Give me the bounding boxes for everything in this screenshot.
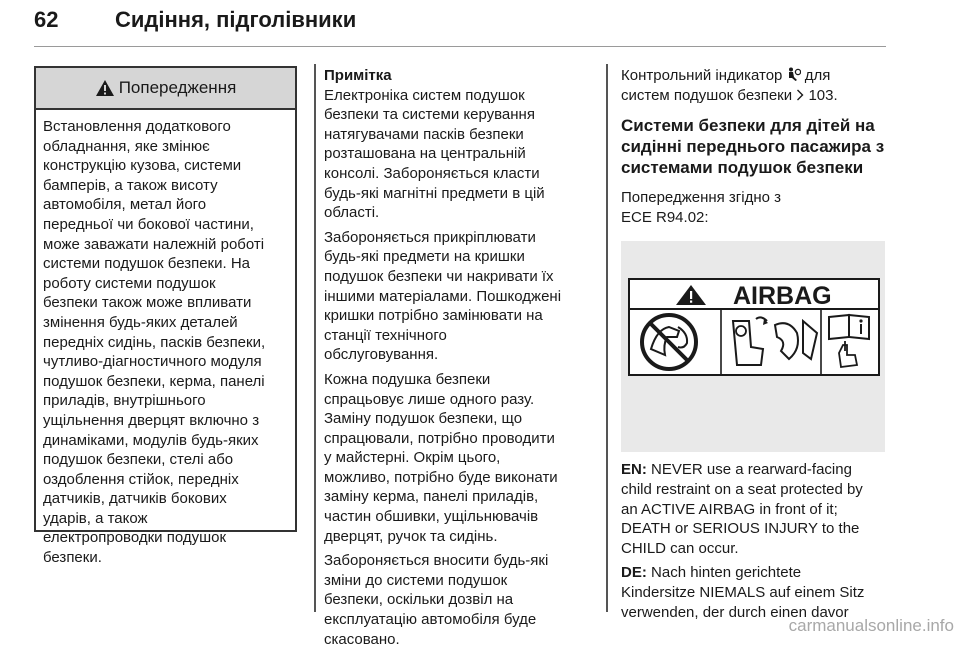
text-line: Електроніка систем подушок bbox=[324, 86, 525, 104]
text-line: Nach hinten gerichtete bbox=[651, 564, 802, 582]
language-code: DE: bbox=[621, 564, 647, 582]
warning-line: чутливо-діагностичного модуля bbox=[43, 353, 262, 371]
text-line: Забороняється вносити будь-які bbox=[324, 552, 549, 570]
text-line: verwenden, der durch einen davor bbox=[621, 603, 849, 621]
indicator-paragraph bbox=[621, 66, 891, 105]
text-line: будь-які предмети на кришки bbox=[324, 248, 525, 266]
text-line: заміну керма, панелі приладів, bbox=[324, 488, 539, 506]
text-line: CHILD can occur. bbox=[621, 539, 739, 557]
warning-line: може заважати належній роботі bbox=[43, 235, 265, 253]
ece-paragraph bbox=[621, 188, 891, 227]
page-reference[interactable]: 103. bbox=[808, 86, 838, 104]
text-line: у майстерні. Окрім цього, bbox=[324, 449, 501, 467]
warning-header bbox=[36, 68, 295, 110]
page-number: 62 bbox=[34, 7, 59, 32]
warning-line: системи подушок безпеки. На bbox=[43, 255, 251, 273]
warning-line: обладнання, яке змінює bbox=[43, 137, 210, 155]
airbag-label-text: AIRBAG bbox=[733, 282, 832, 311]
text-line: спрацьовує лише одного разу. bbox=[324, 390, 535, 408]
warning-line: безпеки. bbox=[43, 549, 102, 567]
warning-line: ударів, а також bbox=[43, 509, 148, 527]
warning-line: змінення будь-яких деталей bbox=[43, 313, 238, 331]
heading-line: системами подушок безпеки bbox=[621, 158, 864, 178]
warning-line: подушок безпеки, стелі або bbox=[43, 451, 234, 469]
warning-line: бамперів, а також висоту bbox=[43, 176, 218, 194]
text-line: Kindersitze NIEMALS auf einem Sitz bbox=[621, 583, 865, 601]
header-rule bbox=[34, 46, 886, 47]
text-line: подушок безпеки чи накривати їх bbox=[324, 267, 554, 285]
warning-line: ущільнення дверцят включно з bbox=[43, 411, 260, 429]
text-line: для bbox=[804, 67, 831, 84]
text-line: станції технічного bbox=[324, 326, 447, 344]
text-line: скасовано. bbox=[324, 630, 400, 648]
warning-title: Попередження bbox=[118, 78, 237, 97]
text-line: дверцят, ручок та сидінь. bbox=[324, 527, 498, 545]
text-line: NEVER use a rearward-facing bbox=[651, 461, 852, 479]
paragraph bbox=[324, 228, 596, 365]
text-line: an ACTIVE AIRBAG in front of it; bbox=[621, 500, 838, 518]
heading-line: сидінні переднього пасажира з bbox=[621, 137, 885, 157]
column-notes bbox=[324, 66, 596, 654]
column-divider bbox=[606, 64, 608, 612]
text-line: натягувачами пасків безпеки bbox=[324, 125, 524, 143]
warning-line: електропроводки подушок bbox=[43, 529, 227, 547]
warning-line: оздоблення стійок, передніх bbox=[43, 470, 239, 488]
text-line: систем подушок безпеки bbox=[621, 86, 793, 104]
airbag-warning-label bbox=[621, 241, 885, 452]
warning-line: автомобіля, метал його bbox=[43, 196, 207, 214]
text-line: консолі. Забороняється класти bbox=[324, 164, 540, 182]
page-title: Сидіння, підголівники bbox=[115, 7, 357, 32]
text-line: Контрольний індикатор bbox=[621, 67, 783, 84]
text-line: DEATH or SERIOUS INJURY to the bbox=[621, 520, 860, 538]
text-line: ECE R94.02: bbox=[621, 208, 709, 226]
warning-line: динаміками, модулів будь-яких bbox=[43, 431, 259, 449]
warning-line: роботу системи подушок bbox=[43, 274, 216, 292]
note-heading: Примітка bbox=[324, 67, 392, 84]
paragraph bbox=[324, 86, 596, 223]
warning-line: подушок безпеки, керма, панелі bbox=[43, 372, 265, 390]
translation-de bbox=[621, 563, 891, 622]
warning-line: безпеки також може впливати bbox=[43, 294, 252, 312]
text-line: розташована на центральній bbox=[324, 145, 526, 163]
warning-line: передньої чи бокової частини, bbox=[43, 215, 254, 233]
warning-box bbox=[34, 66, 297, 567]
text-line: кришки потрібно замінювати на bbox=[324, 307, 543, 325]
warning-line: Встановлення додаткового bbox=[43, 118, 231, 135]
warning-triangle-icon bbox=[95, 79, 115, 97]
paragraph bbox=[324, 551, 596, 649]
heading-line: Системи безпеки для дітей на bbox=[621, 116, 875, 136]
airbag-label-graphic bbox=[621, 241, 885, 452]
airbag-indicator-icon bbox=[787, 67, 801, 82]
text-line: Попередження згідно з bbox=[621, 189, 782, 207]
text-line: експлуатацію автомобіля буде bbox=[324, 611, 537, 629]
text-line: можливо, потрібно буде виконати bbox=[324, 468, 558, 486]
text-line: будь-які магнітні предмети в цій bbox=[324, 184, 545, 202]
warning-line: передніх сидінь, пасків безпеки, bbox=[43, 333, 266, 351]
column-child-seats bbox=[621, 66, 891, 627]
watermark: carmanualsonline.info bbox=[788, 616, 954, 635]
text-line: Забороняється прикріплювати bbox=[324, 228, 536, 246]
warning-line: приладів, внутрішнього bbox=[43, 392, 206, 410]
column-divider bbox=[314, 64, 316, 612]
warning-line: датчиків, датчиків бокових bbox=[43, 490, 227, 508]
text-line: Заміну подушок безпеки, що bbox=[324, 410, 523, 428]
text-line: Кожна подушка безпеки bbox=[324, 370, 491, 388]
text-line: іншими матеріалами. Пошкоджені bbox=[324, 287, 562, 305]
reference-arrow-icon bbox=[796, 89, 804, 101]
text-line: області. bbox=[324, 204, 380, 222]
warning-body bbox=[36, 110, 295, 568]
text-line: частин обшивки, ущільнювачів bbox=[324, 508, 539, 526]
section-heading bbox=[621, 115, 891, 178]
language-code: EN: bbox=[621, 461, 647, 479]
text-line: обслуговування. bbox=[324, 346, 439, 364]
warning-line: конструкцію кузова, системи bbox=[43, 157, 242, 175]
text-line: безпеки, оскільки дозвіл на bbox=[324, 591, 514, 609]
text-line: зміни до системи подушок bbox=[324, 571, 508, 589]
translation-en bbox=[621, 460, 891, 558]
text-line: child restraint on a seat protected by bbox=[621, 480, 863, 498]
text-line: безпеки та системи керування bbox=[324, 106, 535, 124]
text-line: спрацювали, потрібно проводити bbox=[324, 429, 555, 447]
paragraph bbox=[324, 370, 596, 546]
